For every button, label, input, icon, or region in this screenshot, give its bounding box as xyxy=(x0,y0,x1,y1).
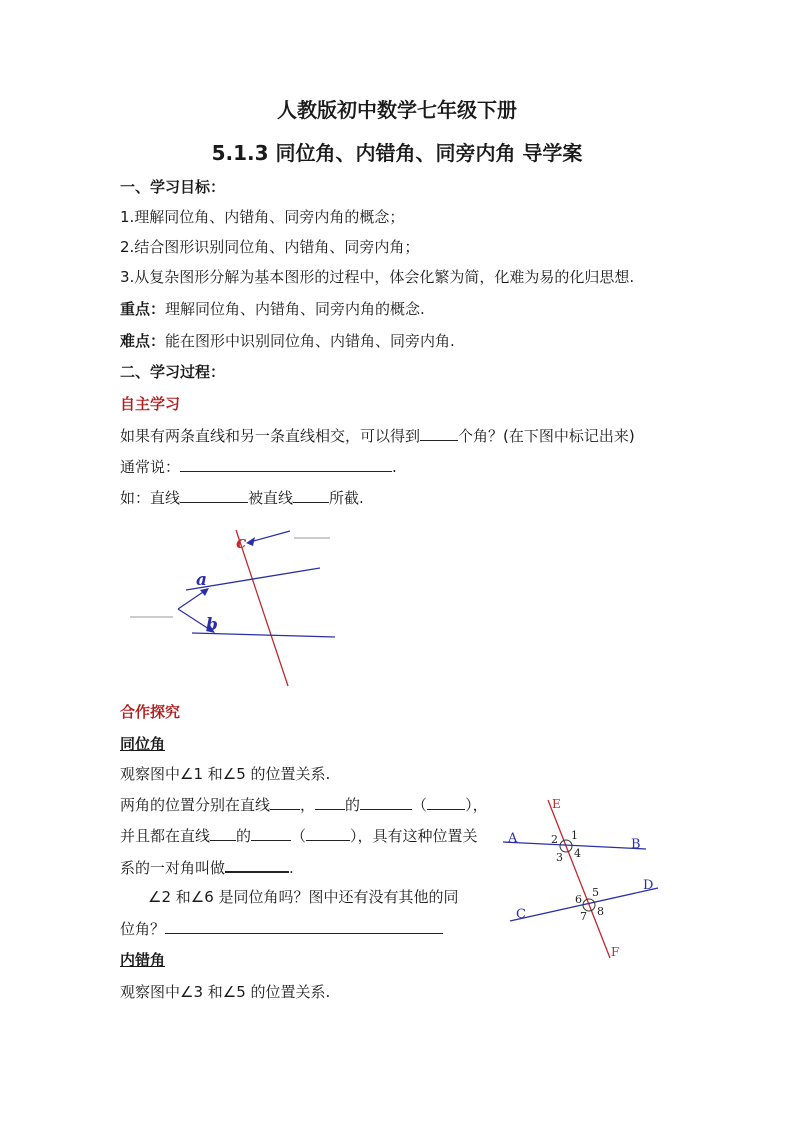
c2-d: （ xyxy=(412,796,428,814)
c4-a: 系的一对角叫做 xyxy=(120,859,226,877)
label-c: c xyxy=(236,533,247,553)
c2-a: 两角的位置分别在直线 xyxy=(120,796,271,814)
blank-c3-2[interactable] xyxy=(251,825,291,841)
arrowhead-c-icon xyxy=(246,537,255,546)
c3-a: 并且都在直线 xyxy=(120,827,211,845)
page-title: 人教版初中数学七年级下册 xyxy=(277,98,517,122)
q3-text-c: 所截. xyxy=(329,489,364,507)
blank-c3-3[interactable] xyxy=(306,825,350,841)
blank-c3-1[interactable] xyxy=(210,825,236,841)
section2-heading: 二、学习过程： xyxy=(120,363,226,381)
coop-label: 合作探究 xyxy=(120,703,181,721)
c6-a: 位角？ xyxy=(120,920,166,938)
corresponding-line-2 xyxy=(120,794,488,815)
blank-c2-3[interactable] xyxy=(360,794,412,810)
label-C: C xyxy=(516,907,526,922)
corresponding-line-5: ∠2 和∠6 是同位角吗？图中还有没有其他的同 xyxy=(148,888,459,906)
angle-6: 6 xyxy=(575,893,582,906)
angle-2: 2 xyxy=(551,833,558,846)
angle-3: 3 xyxy=(556,851,563,864)
blank-c2-4[interactable] xyxy=(427,794,465,810)
goal-1: 1.理解同位角、内错角、同旁内角的概念； xyxy=(120,208,405,226)
c3-c: （ xyxy=(291,827,307,845)
label-B: B xyxy=(631,837,641,852)
goal-3: 3.从复杂图形分解为基本图形的过程中，体会化繁为简，化难为易的化归思想. xyxy=(120,268,635,286)
corresponding-line-1: 观察图中∠1 和∠5 的位置关系. xyxy=(120,765,331,783)
section1-heading: 一、学习目标： xyxy=(120,178,226,196)
q1-text-a: 如果有两条直线和另一条直线相交，可以得到 xyxy=(120,427,421,445)
page-subtitle: 5.1.3 同位角、内错角、同旁内角 导学案 xyxy=(211,141,583,165)
angle-1: 1 xyxy=(571,829,578,842)
blank-c6-other[interactable] xyxy=(165,918,443,934)
label-F: F xyxy=(611,945,620,959)
q2-text-b: . xyxy=(392,458,397,476)
corresponding-line-3 xyxy=(120,825,478,846)
transversal-ef xyxy=(548,800,610,958)
c2-e: ）， xyxy=(465,796,488,814)
c3-d: ），具有这种位置关 xyxy=(350,827,478,845)
q3-text-b: 被直线 xyxy=(248,489,294,507)
c3-b: 的 xyxy=(236,827,252,845)
label-a: a xyxy=(196,570,208,590)
blank-c2-2[interactable] xyxy=(315,794,345,810)
corresponding-line-6 xyxy=(120,918,443,939)
arrow-to-a xyxy=(178,590,206,609)
figure-2 xyxy=(503,797,658,959)
key-text: 理解同位角、内错角、同旁内角的概念. xyxy=(165,300,425,318)
goal-2: 2.结合图形识别同位角、内错角、同旁内角； xyxy=(120,238,420,256)
blank-c2-1[interactable] xyxy=(270,794,300,810)
alternate-line-1: 观察图中∠3 和∠5 的位置关系. xyxy=(120,983,331,1001)
corresponding-line-4 xyxy=(120,856,294,878)
label-A: A xyxy=(508,831,518,846)
difficulty-label: 难点： xyxy=(120,332,166,350)
c4-end: . xyxy=(289,859,294,877)
angle-5: 5 xyxy=(592,886,599,899)
q2-text-a: 通常说： xyxy=(120,458,181,476)
q1-text-b: 个角？(在下图中标记出来) xyxy=(458,427,635,445)
c2-c: 的 xyxy=(345,796,361,814)
alternate-label: 内错角 xyxy=(120,951,166,969)
label-D: D xyxy=(643,878,654,893)
label-b: b xyxy=(206,615,218,635)
figure-1 xyxy=(130,530,335,686)
corresponding-label: 同位角 xyxy=(120,735,166,753)
angle-8: 8 xyxy=(597,905,604,918)
blank-c4-term[interactable] xyxy=(225,856,289,873)
key-label: 重点： xyxy=(120,300,166,318)
c2-b: ， xyxy=(300,796,316,814)
angle-4: 4 xyxy=(574,847,581,860)
angle-7: 7 xyxy=(580,910,587,923)
self-study-label: 自主学习 xyxy=(120,395,181,413)
arrow-to-c xyxy=(250,531,290,542)
q3-text-a: 如：直线 xyxy=(120,489,181,507)
label-E: E xyxy=(552,797,561,811)
transversal-c xyxy=(236,530,288,686)
difficulty-text: 能在图形中识别同位角、内错角、同旁内角. xyxy=(165,332,455,350)
